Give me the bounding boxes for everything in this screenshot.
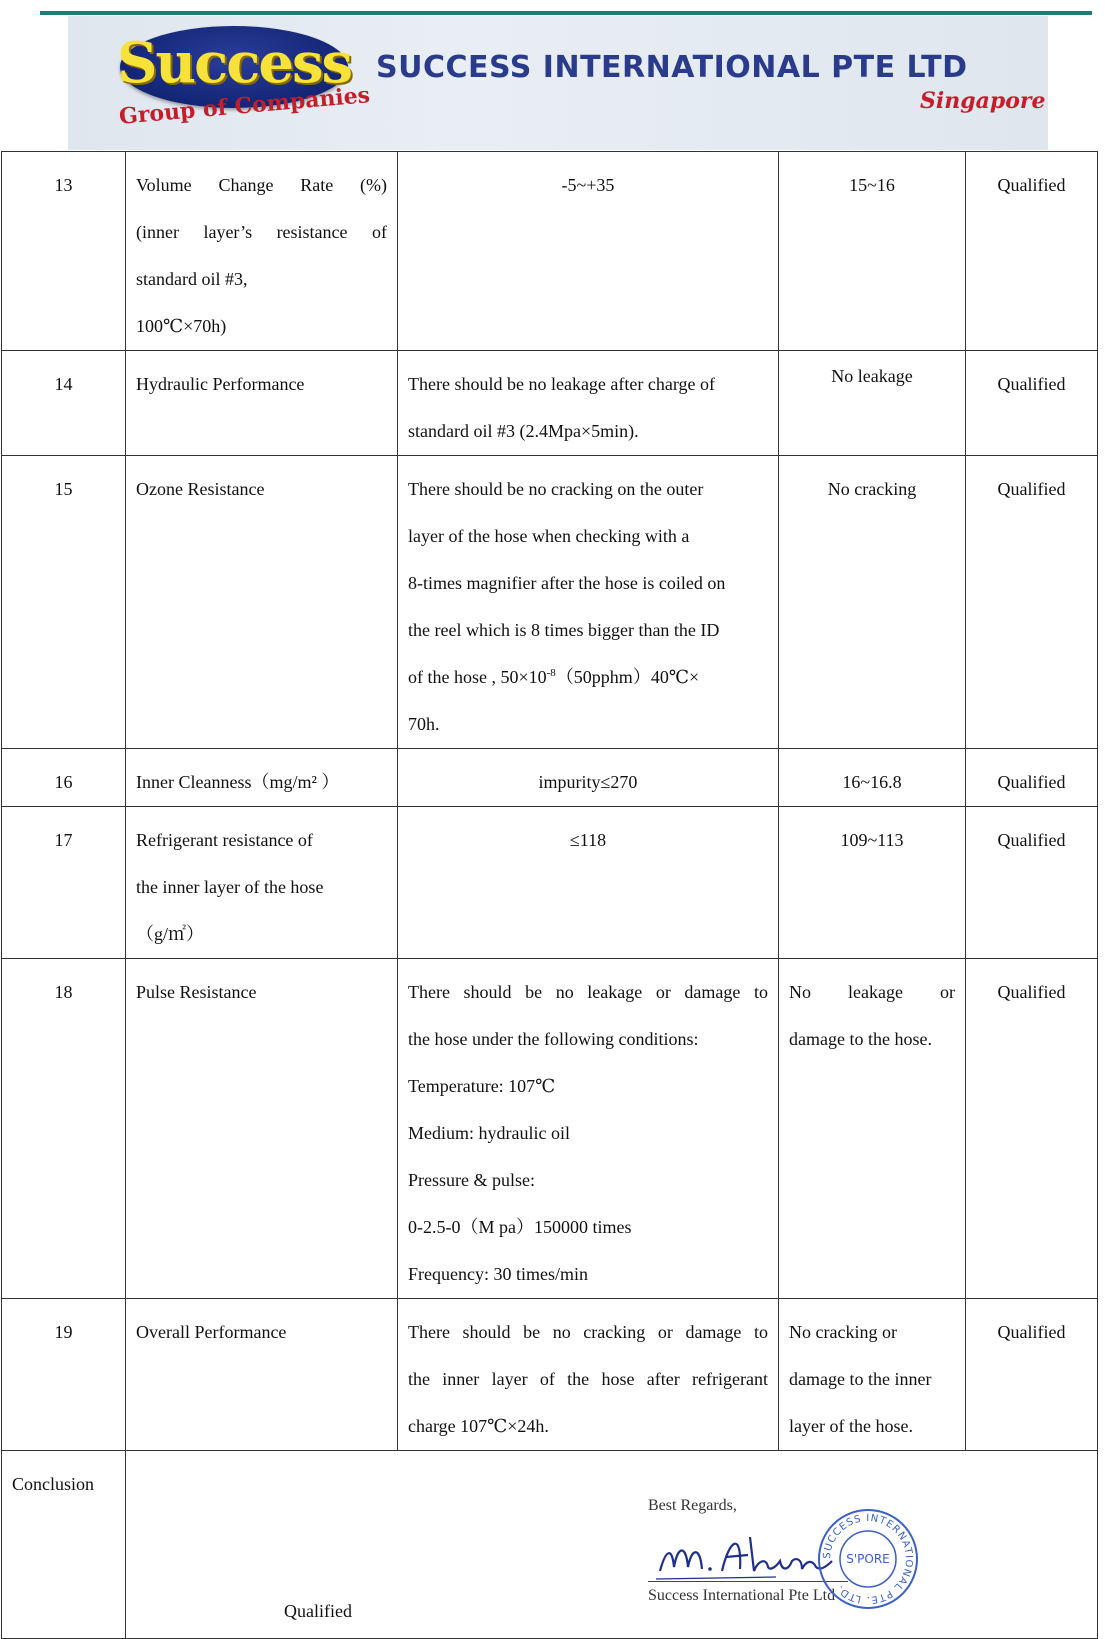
result-line: No cracking or xyxy=(789,1322,897,1342)
requirement-line: Temperature: 107℃ xyxy=(408,1076,556,1096)
signature xyxy=(656,1527,836,1583)
judgement: Qualified xyxy=(966,749,1098,807)
company-city: Singapore xyxy=(920,88,1046,114)
requirement xyxy=(398,351,779,456)
row-number: 14 xyxy=(2,351,126,456)
requirement-line: Frequency: 30 times/min xyxy=(408,1264,588,1284)
requirement-line: charge 107℃×24h. xyxy=(408,1416,549,1436)
result-line: layer of the hose. xyxy=(789,1416,913,1436)
requirement-line: There should be no leakage after charge of xyxy=(408,374,716,394)
svg-text:S'PORE: S'PORE xyxy=(846,1552,890,1566)
test-item: Ozone Resistance xyxy=(126,456,398,749)
item-line: Volume Change Rate (%) xyxy=(136,175,387,195)
item-line: (inner layer’s resistance of xyxy=(136,222,387,242)
row-number: 19 xyxy=(2,1299,126,1451)
table-row xyxy=(2,807,1098,959)
item-line: （g/㎡） xyxy=(136,924,205,944)
result-line: damage to the hose. xyxy=(789,1029,932,1049)
signatory-company: Success International Pte Ltd xyxy=(648,1587,836,1604)
table-row xyxy=(2,959,1098,1299)
best-regards: Best Regards, xyxy=(648,1497,737,1514)
row-number: 16 xyxy=(2,749,126,807)
table-row xyxy=(2,351,1098,456)
requirement xyxy=(398,456,779,749)
requirement-line: Pressure & pulse: xyxy=(408,1170,535,1190)
requirement: -5~+35 xyxy=(398,152,779,351)
requirement xyxy=(398,1299,779,1451)
test-result xyxy=(779,1299,966,1451)
test-result: 16~16.8 xyxy=(779,749,966,807)
logo-word: Success xyxy=(116,30,352,96)
test-result xyxy=(779,959,966,1299)
letterhead-banner xyxy=(68,16,1048,150)
judgement: Qualified xyxy=(966,1299,1098,1451)
judgement: Qualified xyxy=(966,807,1098,959)
requirement-line xyxy=(408,654,768,701)
test-item: Overall Performance xyxy=(126,1299,398,1451)
row-number: 17 xyxy=(2,807,126,959)
conclusion-row xyxy=(2,1451,1098,1639)
exponent: -8 xyxy=(546,667,556,679)
company-stamp xyxy=(816,1507,920,1611)
requirement-line: 70h. xyxy=(408,714,440,734)
requirement-line: the reel which is 8 times bigger than the ID xyxy=(408,620,720,640)
judgement: Qualified xyxy=(966,351,1098,456)
table-row xyxy=(2,152,1098,351)
table-row xyxy=(2,1299,1098,1451)
requirement xyxy=(398,959,779,1299)
test-result: 109~113 xyxy=(779,807,966,959)
item-line: 100℃×70h) xyxy=(136,316,227,336)
requirement-line: Medium: hydraulic oil xyxy=(408,1123,570,1143)
company-logo xyxy=(116,22,372,142)
table-row xyxy=(2,456,1098,749)
requirement-text: of the hose , 50×10 xyxy=(408,667,547,687)
table-row xyxy=(2,749,1098,807)
row-number: 13 xyxy=(2,152,126,351)
judgement: Qualified xyxy=(966,959,1098,1299)
requirement-line: the inner layer of the hose after refrigerant xyxy=(408,1369,768,1389)
test-item: Pulse Resistance xyxy=(126,959,398,1299)
header-rule xyxy=(40,11,1092,15)
row-number: 15 xyxy=(2,456,126,749)
judgement: Qualified xyxy=(966,152,1098,351)
requirement-line: layer of the hose when checking with a xyxy=(408,526,690,546)
requirement-line: standard oil #3 (2.4Mpa×5min). xyxy=(408,421,639,441)
svg-text:SUCCESS INTERNATIONAL PTE. LTD: SUCCESS INTERNATIONAL PTE. LTD. xyxy=(821,1512,915,1606)
result-line: No leakage or xyxy=(789,982,955,1002)
requirement-line: 0-2.5-0（M pa）150000 times xyxy=(408,1217,632,1237)
requirement-text: （50pphm）40℃× xyxy=(555,667,700,687)
test-result: No leakage xyxy=(779,351,966,456)
test-item xyxy=(126,152,398,351)
requirement: ≤118 xyxy=(398,807,779,959)
judgement: Qualified xyxy=(966,456,1098,749)
test-results-table xyxy=(1,151,1098,1639)
item-line: Refrigerant resistance of xyxy=(136,830,313,850)
conclusion-value: Qualified xyxy=(284,1601,352,1621)
test-result: 15~16 xyxy=(779,152,966,351)
test-item: Hydraulic Performance xyxy=(126,351,398,456)
requirement-line: 8-times magnifier after the hose is coiled on xyxy=(408,573,726,593)
requirement: impurity≤270 xyxy=(398,749,779,807)
logo-tagline: Group of Companies xyxy=(118,82,372,130)
test-item: Inner Cleanness（mg/m² ） xyxy=(126,749,398,807)
conclusion-body xyxy=(126,1451,1098,1639)
requirement-line: There should be no leakage or damage to xyxy=(408,982,768,1002)
test-result: No cracking xyxy=(779,456,966,749)
requirement-line: There should be no cracking or damage to xyxy=(408,1322,768,1342)
row-number: 18 xyxy=(2,959,126,1299)
requirement-line: the hose under the following conditions: xyxy=(408,1029,699,1049)
item-line: the inner layer of the hose xyxy=(136,877,324,897)
item-line: standard oil #3, xyxy=(136,269,248,289)
conclusion-label: Conclusion xyxy=(2,1451,126,1639)
requirement-line: There should be no cracking on the outer xyxy=(408,479,704,499)
company-name: SUCCESS INTERNATIONAL PTE LTD xyxy=(376,50,968,85)
test-item xyxy=(126,807,398,959)
result-line: damage to the inner xyxy=(789,1369,932,1389)
